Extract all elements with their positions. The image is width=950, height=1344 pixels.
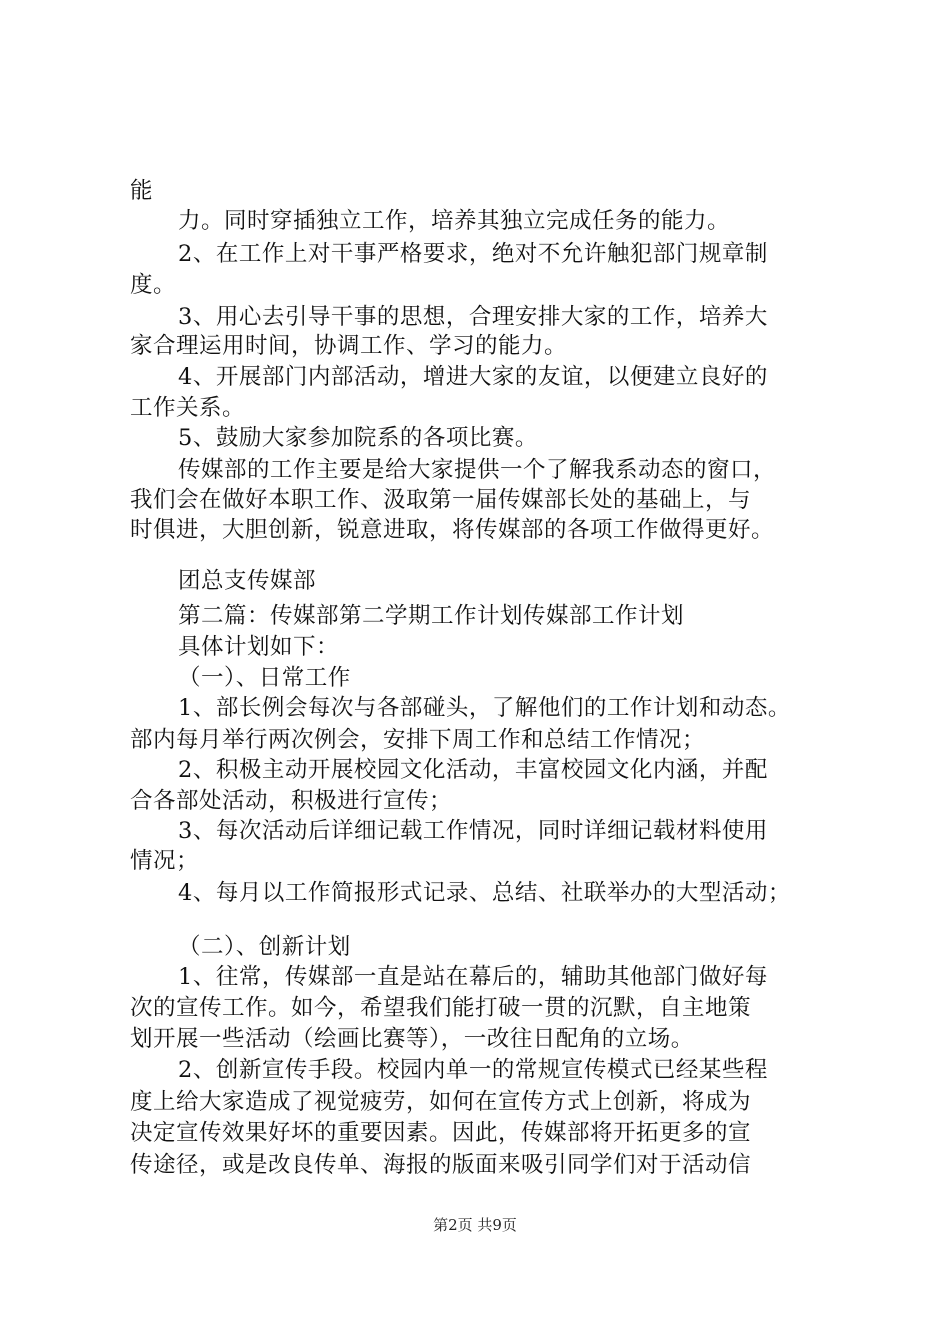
text-line: 1、部长例会每次与各部碰头，了解他们的工作计划和动态。 [178, 695, 791, 721]
text-line: 我们会在做好本职工作、汲取第一届传媒部长处的基础上，与 [130, 487, 752, 513]
page-footer: 第2页 共9页 [433, 1216, 517, 1234]
text-line: 度上给大家造成了视觉疲劳，如何在宣传方式上创新，将成为 [130, 1089, 752, 1115]
text-line: 1、往常，传媒部一直是站在幕后的，辅助其他部门做好每 [178, 964, 768, 990]
text-line: 次的宣传工作。如今，希望我们能打破一贯的沉默，自主地策 [130, 995, 752, 1021]
text-line: 3、每次活动后详细记载工作情况，同时详细记载材料使用 [178, 818, 768, 844]
text-line: 2、在工作上对干事严格要求，绝对不允许触犯部门规章制 [178, 241, 768, 267]
text-line: 工作关系。 [130, 395, 246, 421]
text-line: 决定宣传效果好坏的重要因素。因此，传媒部将开拓更多的宣 [130, 1120, 752, 1146]
text-line: 力。同时穿插独立工作，培养其独立完成任务的能力。 [178, 208, 731, 234]
subsection-heading: （一）、日常工作 [178, 665, 351, 691]
text-line: 4、每月以工作简报形式记录、总结、社联举办的大型活动； [178, 880, 791, 906]
text-line: 部内每月举行两次例会，安排下周工作和总结工作情况； [130, 727, 706, 753]
text-line: 合各部处活动，积极进行宣传； [130, 788, 453, 814]
text-line: 传途径，或是改良传单、海报的版面来吸引同学们对于活动信 [130, 1152, 752, 1178]
text-line: 划开展一些活动（绘画比赛等），一改往日配角的立场。 [130, 1026, 694, 1052]
text-line: 传媒部的工作主要是给大家提供一个了解我系动态的窗口， [178, 457, 777, 483]
text-line: 2、积极主动开展校园文化活动，丰富校园文化内涵，并配 [178, 757, 768, 783]
text-line: 时俱进，大胆创新，锐意进取，将传媒部的各项工作做得更好。 [130, 517, 775, 543]
text-line: 2、创新宣传手段。校园内单一的常规宣传模式已经某些程 [178, 1057, 768, 1083]
text-line: 能 [130, 178, 154, 204]
section-heading: 第二篇：传媒部第二学期工作计划传媒部工作计划 [178, 603, 685, 629]
text-line: 5、鼓励大家参加院系的各项比赛。 [178, 425, 538, 451]
text-line: 4、开展部门内部活动，增进大家的友谊，以便建立良好的 [178, 364, 768, 390]
text-line: 情况； [130, 848, 200, 874]
text-line: 3、用心去引导干事的思想，合理安排大家的工作，培养大 [178, 304, 768, 330]
text-line: 度。 [130, 272, 177, 298]
section-signature: 团总支传媒部 [178, 568, 317, 594]
subsection-heading: （二）、创新计划 [178, 934, 351, 960]
text-line: 家合理运用时间，协调工作、学习的能力。 [130, 333, 568, 359]
text-line: 具体计划如下： [178, 634, 340, 660]
